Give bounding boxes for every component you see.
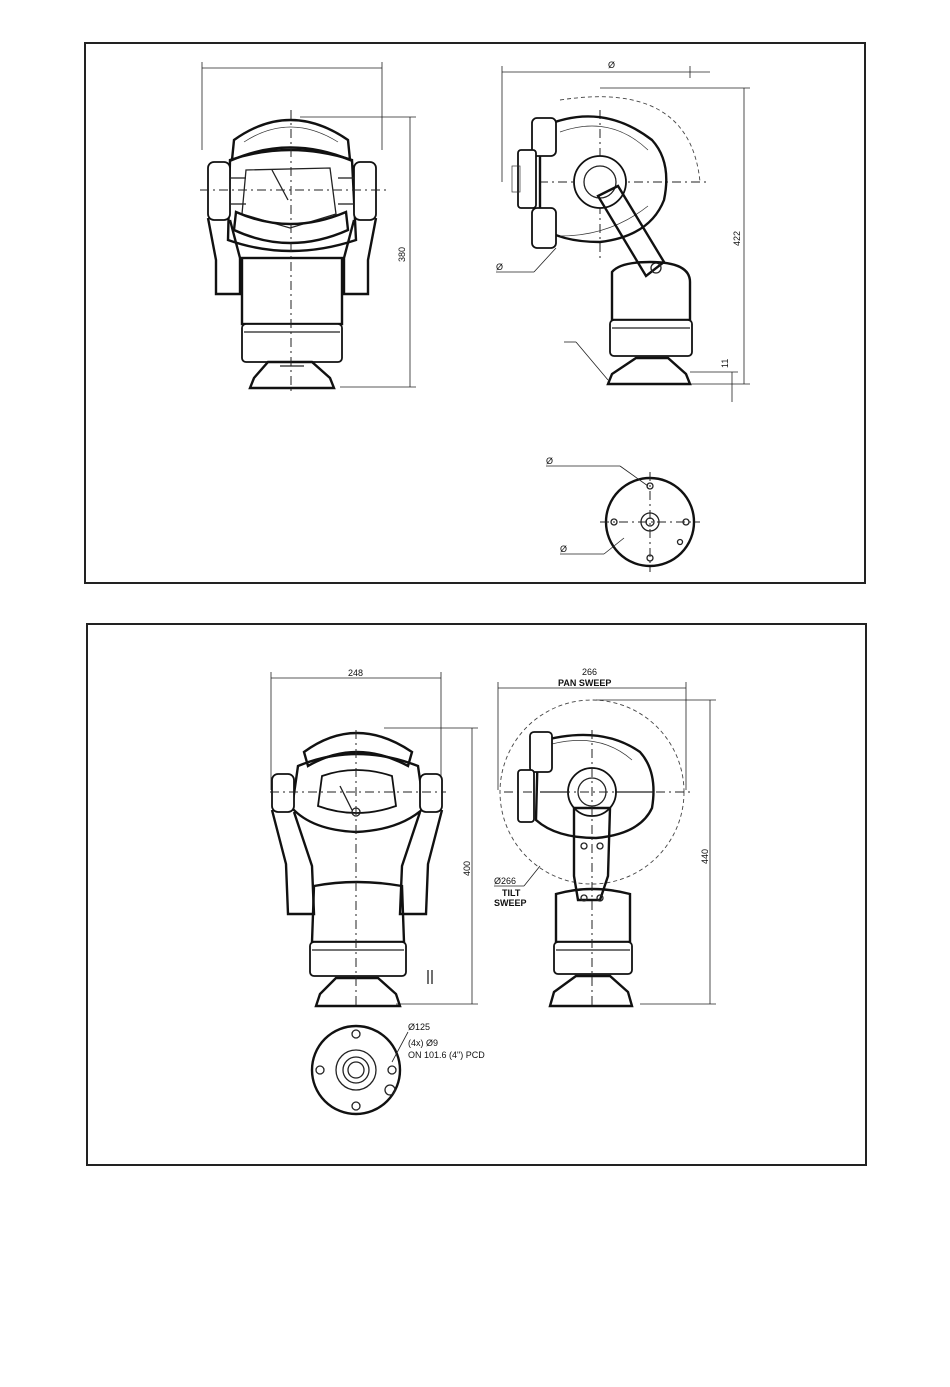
dim-height-side-bottom: 440 (700, 848, 710, 864)
diameter-leader-tilt-top: Ø (496, 262, 504, 272)
bottom-front-view (270, 668, 478, 1006)
bottom-base-plan (312, 1022, 485, 1114)
sweep-label: SWEEP (494, 898, 527, 908)
dim-width-side-bottom: 266 (582, 667, 598, 677)
dim-width-front-bottom: 248 (348, 668, 364, 678)
dim-height-front-top: 380 (397, 246, 407, 262)
pcd-label: ON 101.6 (4") PCD (408, 1050, 485, 1060)
diameter-symbol-top: Ø (608, 60, 616, 70)
tilt-label: TILT (502, 888, 521, 898)
top-side-view (496, 60, 750, 402)
top-front-view (200, 62, 416, 392)
base-diameter-label: Ø125 (408, 1022, 431, 1032)
pan-sweep-label: PAN SWEEP (558, 678, 612, 688)
dim-height-side-top: 422 (732, 230, 742, 246)
bottom-side-view (494, 667, 716, 1006)
diameter-leader-base-top: Ø (546, 456, 554, 466)
diameter-leader-pcd-top: Ø (560, 544, 568, 554)
dim-height-front-bottom: 400 (462, 860, 472, 876)
top-base-plan (546, 456, 700, 572)
tilt-sweep-dia: Ø266 (494, 876, 517, 886)
dim-base-top: 11 (720, 358, 730, 368)
bottom-drawing-panel (87, 624, 866, 1165)
holes-label: (4x) Ø9 (408, 1038, 439, 1048)
